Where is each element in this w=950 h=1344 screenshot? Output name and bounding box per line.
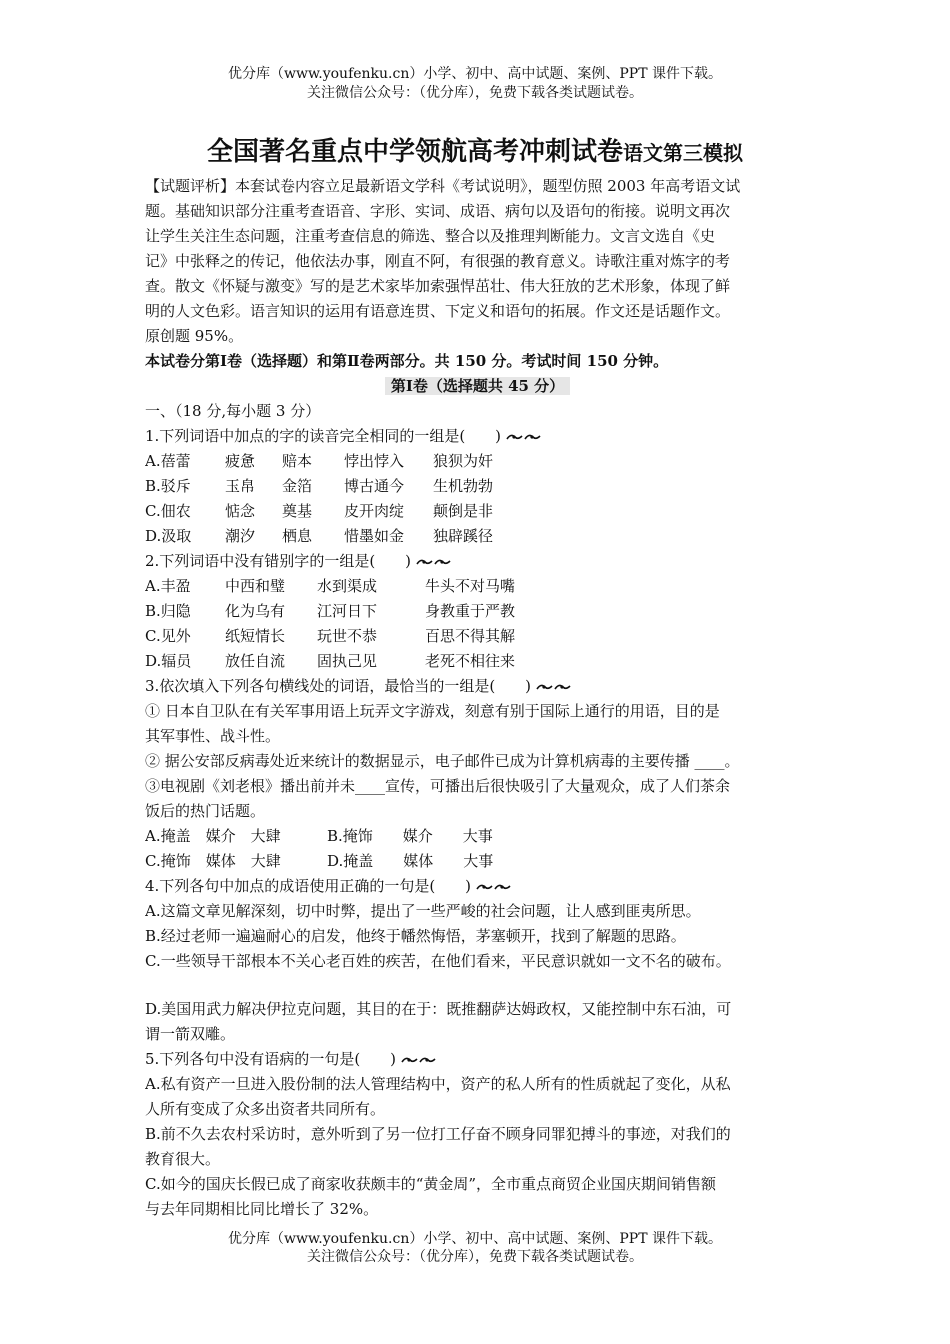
q2-b-3: 江河日下 — [317, 602, 378, 620]
q1-a-4: 悖出悖入 — [344, 452, 405, 470]
q1-c-3: 奠基 — [282, 502, 313, 520]
q3-option-d: D.掩盖 媒体 大事 — [327, 852, 494, 870]
q1-stem-text: 1.下列词语中加点的字的读音完全相同的一组是( ) — [145, 427, 502, 445]
q2-a-4: 牛头不对马嘴 — [425, 577, 516, 595]
q2-option-c — [145, 624, 810, 649]
q1-d-5: 独辟蹊径 — [433, 527, 494, 545]
footer-line-1: 优分库（www.youfenku.cn）小学、初中、高中试题、案例、PPT 课件下载。 — [227, 1231, 722, 1247]
q2-d-2: 放任自流 — [225, 652, 286, 670]
q1-d-1: D.汲取 — [145, 527, 192, 545]
difficulty-mark-icon — [505, 431, 543, 443]
q4-stem — [145, 874, 810, 899]
q3-sentence-3b: 饭后的热门话题。 — [145, 802, 266, 820]
q2-d-1: D.辐员 — [145, 652, 192, 670]
review-line-1: 【试题评析】本套试卷内容立足最新语文学科《考试说明》，题型仿照 2003 年高考语文试 — [145, 177, 741, 195]
difficulty-mark-icon — [475, 881, 513, 893]
q3-options-ab — [145, 824, 810, 849]
difficulty-mark-icon — [415, 556, 453, 568]
q4-option-d-line-2: 谓一箭双雕。 — [145, 1025, 236, 1043]
q2-b-2: 化为乌有 — [225, 602, 286, 620]
q1-c-2: 惦念 — [225, 502, 256, 520]
q1-d-3: 栖息 — [282, 527, 313, 545]
q1-a-2: 疲惫 — [225, 452, 256, 470]
q1-option-a — [145, 449, 810, 474]
q2-a-2: 中西和璧 — [225, 577, 286, 595]
title-main: 全国著名重点中学领航高考冲刺试卷 — [206, 137, 623, 167]
q2-option-a — [145, 574, 810, 599]
q5-option-c-line-2: 与去年同期相比同比增长了 32%。 — [145, 1200, 379, 1218]
review-line-6: 明的人文色彩。语言知识的运用有语意连贯、下定义和语句的拓展。作文还是话题作文。 — [145, 302, 731, 320]
q1-a-3: 赔本 — [282, 452, 313, 470]
page-title — [0, 131, 950, 168]
q1-b-5: 生机勃勃 — [433, 477, 494, 495]
q3-sentence-1a: ① 日本自卫队在有关军事用语上玩弄文字游戏，刻意有别于国际上通行的用语，目的是 — [145, 702, 720, 720]
difficulty-mark-icon — [400, 1054, 438, 1066]
part-one-heading: 一、（18 分,每小题 3 分） — [145, 402, 321, 420]
q1-d-4: 惜墨如金 — [344, 527, 405, 545]
q2-stem — [145, 549, 810, 574]
footer-line-2: 关注微信公众号：（优分库），免费下载各类试题试卷。 — [307, 1249, 643, 1265]
q2-d-3: 固执己见 — [317, 652, 378, 670]
q4-option-c: C.一些领导干部根本不关心老百姓的疾苦，在他们看来，平民意识就如一文不名的破布。 — [145, 952, 731, 970]
q3-option-c: C.掩饰 媒体 大肆 — [145, 852, 281, 870]
q1-stem — [145, 424, 810, 449]
q4-option-a: A.这篇文章见解深刻，切中时弊，提出了一些严峻的社会问题，让人感到匪夷所思。 — [145, 902, 701, 920]
review-line-2: 题。基础知识部分注重考查语音、字形、实词、成语、病句以及语句的衔接。说明文再次 — [145, 202, 731, 220]
q2-stem-text: 2.下列词语中没有错别字的一组是( ) — [145, 552, 412, 570]
q1-option-b — [145, 474, 810, 499]
q2-c-3: 玩世不恭 — [317, 627, 378, 645]
review-line-3: 让学生关注生态问题，注重考查信息的筛选、整合以及推理判断能力。文言文选自《史 — [145, 227, 716, 245]
q1-b-4: 博古通今 — [344, 477, 405, 495]
q5-option-a-line-2: 人所有变成了众多出资者共同所有。 — [145, 1100, 386, 1118]
q1-d-2: 潮汐 — [225, 527, 256, 545]
q3-option-a: A.掩盖 媒介 大肆 — [145, 827, 281, 845]
review-line-4: 记》中张释之的传记，他依法办事，刚直不阿，有很强的教育意义。诗歌注重对炼字的考 — [145, 252, 731, 270]
q1-a-1: A.蓓蕾 — [145, 452, 191, 470]
q1-option-d — [145, 524, 810, 549]
q2-option-b — [145, 599, 810, 624]
q2-a-3: 水到渠成 — [317, 577, 378, 595]
q3-options-cd — [145, 849, 810, 874]
q1-b-1: B.驳斥 — [145, 477, 191, 495]
q1-c-4: 皮开肉绽 — [344, 502, 405, 520]
q3-option-b: B.掩饰 媒介 大事 — [327, 827, 493, 845]
q3-stem-text: 3.依次填入下列各句横线处的词语，最恰当的一组是( ) — [145, 677, 532, 695]
q2-option-d — [145, 649, 810, 674]
q2-c-4: 百思不得其解 — [425, 627, 516, 645]
q5-option-c-line-1: C.如今的国庆长假已成了商家收获颇丰的“黄金周”，全市重点商贸企业国庆期间销售额 — [145, 1175, 717, 1193]
q3-sentence-2: ② 据公安部反病毒处近来统计的数据显示，电子邮件已成为计算机病毒的主要传播 ____。 — [145, 752, 740, 770]
q2-c-1: C.见外 — [145, 627, 191, 645]
q2-b-1: B.归隐 — [145, 602, 191, 620]
q3-sentence-3a: ③电视剧《刘老根》播出前并未____宣传，可播出后很快吸引了大量观众，成了人们茶余 — [145, 777, 731, 795]
q1-c-1: C.佃农 — [145, 502, 191, 520]
section-title: 第Ⅰ卷（选择题共 45 分） — [385, 377, 570, 395]
q1-c-5: 颠倒是非 — [433, 502, 494, 520]
q5-stem — [145, 1047, 810, 1072]
review-line-7: 原创题 95%。 — [145, 327, 244, 345]
q1-option-c — [145, 499, 810, 524]
q5-option-b-line-2: 教育很大。 — [145, 1150, 221, 1168]
q2-a-1: A.丰盈 — [145, 577, 191, 595]
exam-info: 本试卷分第Ⅰ卷（选择题）和第Ⅱ卷两部分。共 150 分。考试时间 150 分钟。 — [145, 352, 669, 370]
q1-b-3: 金箔 — [282, 477, 313, 495]
q5-stem-text: 5.下列各句中没有语病的一句是( ) — [145, 1050, 397, 1068]
difficulty-mark-icon — [535, 681, 573, 693]
q2-d-4: 老死不相往来 — [425, 652, 516, 670]
q4-option-b: B.经过老师一遍遍耐心的启发，他终于幡然悔悟，茅塞顿开，找到了解题的思路。 — [145, 927, 686, 945]
q1-b-2: 玉帛 — [225, 477, 256, 495]
q3-sentence-1b: 其军事性、战斗性。 — [145, 727, 281, 745]
header-line-2: 关注微信公众号：（优分库），免费下载各类试题试卷。 — [307, 85, 643, 101]
title-sub: 语文第三模拟 — [623, 141, 743, 165]
q2-b-4: 身教重于严教 — [425, 602, 516, 620]
q5-option-b-line-1: B.前不久去农村采访时，意外听到了另一位打工仔奋不顾身同罪犯搏斗的事迹，对我们的 — [145, 1125, 731, 1143]
q3-stem — [145, 674, 810, 699]
review-line-5: 查。散文《怀疑与激变》写的是艺术家毕加索强悍茁壮、伟大狂放的艺术形象，体现了鲜 — [145, 277, 731, 295]
q4-stem-text: 4.下列各句中加点的成语使用正确的一句是( ) — [145, 877, 472, 895]
header-line-1: 优分库（www.youfenku.cn）小学、初中、高中试题、案例、PPT 课件下载。 — [227, 66, 722, 82]
q5-option-a-line-1: A.私有资产一旦进入股份制的法人管理结构中，资产的私人所有的性质就起了变化，从私 — [145, 1075, 731, 1093]
q2-c-2: 纸短情长 — [225, 627, 286, 645]
q1-a-5: 狼狈为奸 — [433, 452, 494, 470]
q4-option-d-line-1: D.美国用武力解决伊拉克问题，其目的在于：既推翻萨达姆政权，又能控制中东石油，可 — [145, 1000, 732, 1018]
